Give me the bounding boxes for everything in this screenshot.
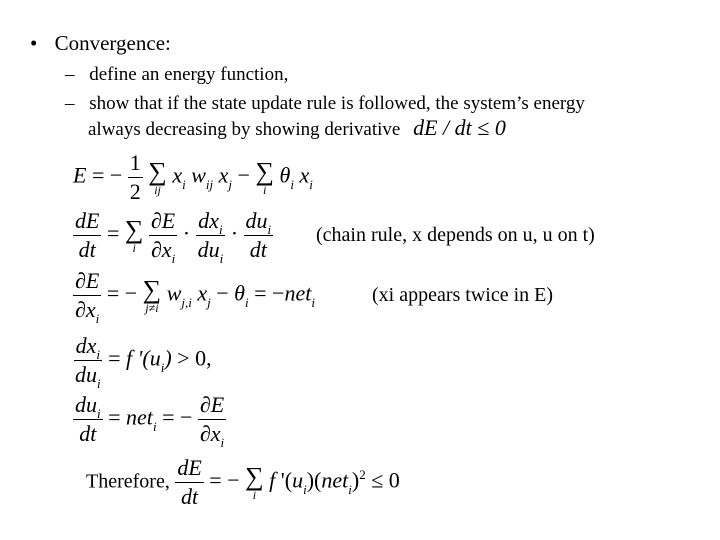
therefore-label: Therefore, [86,470,170,493]
bullet-item-convergence [30,31,171,56]
sub-item-continuation [88,115,506,141]
equation-partial-derivative: $\frac{\partial E}{\partial x_i}$ = − ∑ j≠i $w_{j,i}$ $x_j - \theta_i = -net_i$ [75,268,315,326]
inline-derivative-condition: dE / dt ≤ 0 [413,115,506,140]
equation-chain-rule: $\frac{dE}{dt}$ = ∑ i $\frac{\partial E}{\partial x_i}$ · $\frac{dx_i}{du_i}$ · $\frac{du_i}{dt}$ [75,208,272,266]
sub-item-energy-function [65,64,288,86]
equation-conclusion: Therefore, $\frac{dE}{dt}$ = − ∑ i f '$(u_i)(net_i)^2 \le 0$ [86,455,400,509]
sub-item-state-update [65,93,585,115]
appears-twice-note: (xi appears twice in E) [372,284,554,306]
bullet-title: Convergence: [54,31,171,55]
chain-rule-note: (chain rule, x depends on u, u on t) [316,224,595,246]
equation-activation-derivative: $\frac{dx_i}{du_i}$ = f '$(u_i) > 0$, [75,333,212,391]
sub-item-text: define an energy function, [89,64,289,85]
equation-energy: E = − $\frac{1}{2}$ ∑ ij $x_i$ $w_{ij}$ $x_j$ − ∑ i $\theta_i$ $x_i$ [73,150,313,204]
equation-net-input: $\frac{du_i}{dt}$ = net$_i$ = − $\frac{\partial E}{\partial x_i}$ [75,392,225,450]
sub-item-dash: – [65,64,75,85]
bullet-symbol: • [30,31,38,55]
sub-item-text: always decreasing by showing derivative [88,119,401,140]
sub-item-dash: – [65,93,75,114]
sub-item-text: show that if the state update rule is followed, the system’s energy [89,93,585,114]
